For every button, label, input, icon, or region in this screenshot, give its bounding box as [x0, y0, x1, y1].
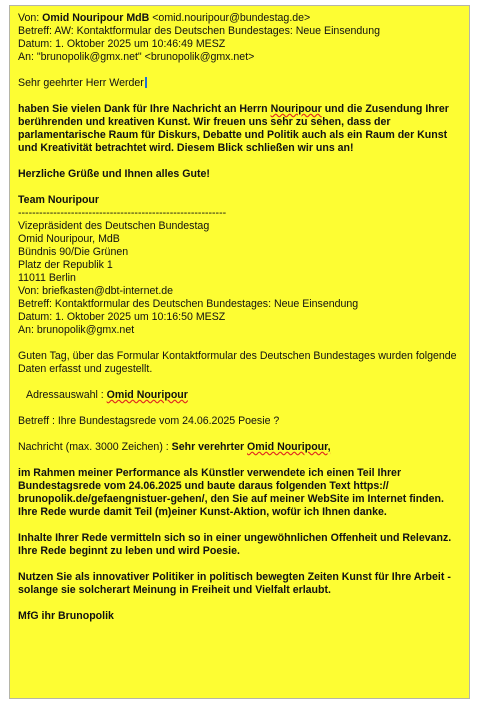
message-paragraph-2: Inhalte Ihrer Rede vermitteln sich so in einer ungewöhnlichen Offenheit und Relevanz. Ihre Rede beginnt zu leben und wird Poesie.: [18, 532, 452, 557]
header-subject: Betreff: AW: Kontaktformular des Deutschen Bundestages: Neue Einsendung: [18, 25, 380, 37]
original-intro: Guten Tag, über das Formular Kontaktformular des Deutschen Bundestages wurden folgende Daten erfasst und zugestellt.: [18, 350, 457, 375]
message-label: Nachricht (max. 3000 Zeichen) : Sehr verehrter Omid Nouripour,: [18, 441, 331, 453]
reply-team: Team Nouripour: [18, 194, 100, 206]
misspelled-word: Nouripour: [270, 103, 322, 115]
original-to: An: brunopolik@gmx.net: [18, 324, 135, 336]
address-value: Omid Nouripour: [106, 389, 188, 401]
message-paragraph-3: Nutzen Sie als innovativer Politiker in politisch bewegten Zeiten Kunst für Ihre Arbeit - solange sie solcherart Meinung in Freiheit und Vielfalt erlaubt.: [18, 571, 451, 596]
message-paragraph-1: im Rahmen meiner Performance als Künstler verwendete ich einen Teil Ihrer Bundestagsrede vom 24.06.2025 und baute daraus folgenden Text https:// brunopolik.de/gefaengnistuer-gehen/, den Sie auf meiner WebSite im Internet finden. Ihre Rede wurde damit Teil (m)einer Kunst-Aktion, wofür ich Ihnen danke.: [18, 467, 444, 518]
sender-email[interactable]: <omid.nouripour@bundestag.de>: [152, 12, 311, 24]
original-subject-line: Betreff : Ihre Bundestagsrede vom 24.06.2025 Poesie ?: [18, 415, 280, 427]
header-from: Von: Omid Nouripour MdB <omid.nouripour@bundestag.de>: [18, 12, 311, 24]
message-salutation-name: Omid Nouripour,: [247, 441, 331, 453]
header-to: An: "brunopolik@gmx.net" <brunopolik@gmx.net>: [18, 51, 255, 63]
signature-title: Vizepräsident des Deutschen Bundestag: [18, 220, 210, 232]
signature-divider: -----------------------------------------------------------: [18, 207, 227, 219]
reply-closing: Herzliche Grüße und Ihnen alles Gute!: [18, 168, 210, 180]
greeting: Sehr geehrter Herr Werder: [18, 77, 461, 90]
text-cursor: [145, 77, 147, 88]
address-selection: Adressauswahl : Omid Nouripour: [26, 389, 188, 401]
signature-street: Platz der Republik 1: [18, 259, 113, 271]
reply-paragraph: haben Sie vielen Dank für Ihre Nachricht an Herrn Nouripour und die Zusendung Ihrer berührenden und kreativen Kunst. Wir freuen uns sehr zu sehen, dass der parlamentarische Raum für Diskurs, Debatte und Politik auch als ein Raum der Kunst und Kreativität betrachtet wird. Diesem Blick schließen wir uns an!: [18, 103, 449, 154]
header-date: Datum: 1. Oktober 2025 um 10:46:49 MESZ: [18, 38, 226, 50]
original-subject: Betreff: Kontaktformular des Deutschen Bundestages: Neue Einsendung: [18, 298, 359, 310]
signature-party: Bündnis 90/Die Grünen: [18, 246, 129, 258]
original-date: Datum: 1. Oktober 2025 um 10:16:50 MESZ: [18, 311, 226, 323]
message-signoff: MfG ihr Brunopolik: [18, 610, 114, 622]
signature-city: 11011 Berlin: [18, 272, 76, 284]
email-message-body[interactable]: [9, 5, 470, 699]
original-from: Von: briefkasten@dbt-internet.de: [18, 285, 174, 297]
sender-name: Omid Nouripour MdB: [42, 12, 150, 24]
signature-name: Omid Nouripour, MdB: [18, 233, 120, 245]
